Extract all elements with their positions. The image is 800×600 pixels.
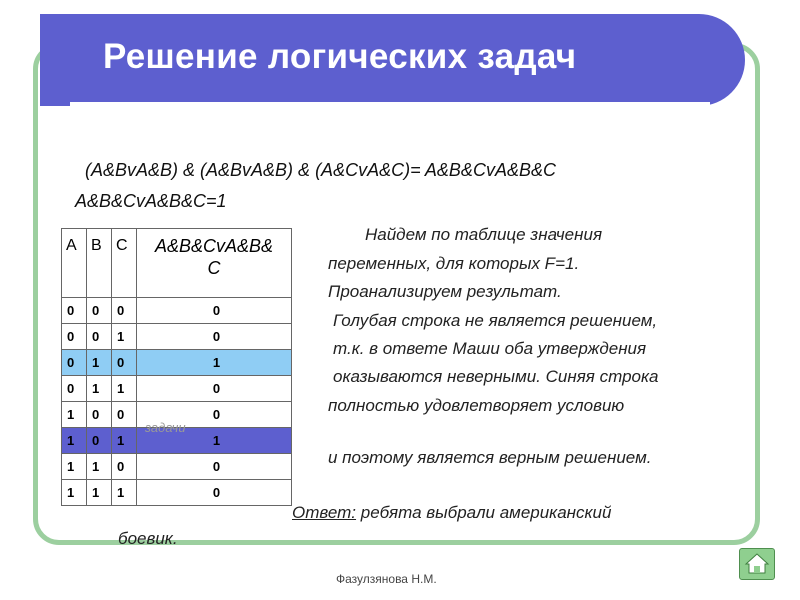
- answer-line: [292, 503, 611, 523]
- cell-c: 1: [112, 428, 137, 454]
- cell-c: 0: [112, 454, 137, 480]
- cell-c: 1: [112, 376, 137, 402]
- formula-line-1: (A&BvA&B) & (A&BvA&B) & (A&CvA&C)= A&B&CvA&B&C: [85, 160, 556, 180]
- table-header-a: A: [62, 229, 87, 298]
- paragraph-line-6: оказываются неверными. Синяя строка: [333, 367, 659, 386]
- slide-title: Решение логических задач: [103, 37, 577, 76]
- table-header-f: [137, 229, 292, 298]
- table-header-f-line2: C: [207, 258, 221, 278]
- paragraph-line-7: полностью удовлетворяет условию: [328, 396, 625, 415]
- title-underline: [70, 102, 710, 106]
- table-row-light-blue: [62, 350, 292, 376]
- table-row: [62, 324, 292, 350]
- answer-label: Ответ:: [292, 503, 357, 522]
- cell-a: 0: [62, 324, 87, 350]
- paragraph-line-3: Проанализируем результат.: [328, 282, 562, 301]
- cell-b: 1: [87, 454, 112, 480]
- table-header-f-line1: A&B&CvA&B&: [154, 236, 274, 256]
- cell-f: 0: [137, 298, 292, 324]
- table-row: [62, 480, 292, 506]
- cell-f: 1: [137, 350, 292, 376]
- paragraph-line-8: и поэтому является верным решением.: [328, 448, 652, 467]
- cell-a: 1: [62, 428, 87, 454]
- cell-f: 0: [137, 402, 292, 428]
- cell-f: 1: [137, 428, 292, 454]
- footer-author: Фазулзянова Н.М.: [336, 572, 437, 586]
- ghost-text: задачи: [145, 420, 186, 435]
- cell-b: 0: [87, 428, 112, 454]
- table-row: [62, 454, 292, 480]
- cell-f: 0: [137, 324, 292, 350]
- cell-f: 0: [137, 480, 292, 506]
- cell-a: 0: [62, 298, 87, 324]
- cell-c: 1: [112, 480, 137, 506]
- cell-b: 1: [87, 376, 112, 402]
- paragraph-line-1: Найдем по таблице значения: [365, 225, 603, 244]
- table-row: [62, 298, 292, 324]
- cell-c: 0: [112, 298, 137, 324]
- cell-f: 0: [137, 376, 292, 402]
- answer-text: ребята выбрали американский: [356, 503, 612, 522]
- table-header-c: C: [112, 229, 137, 298]
- answer-line-2: боевик.: [118, 529, 178, 548]
- cell-a: 0: [62, 376, 87, 402]
- cell-a: 1: [62, 454, 87, 480]
- cell-b: 1: [87, 350, 112, 376]
- cell-c: 0: [112, 402, 137, 428]
- paragraph-line-4: Голубая строка не является решением,: [333, 311, 658, 330]
- cell-c: 0: [112, 350, 137, 376]
- cell-b: 0: [87, 402, 112, 428]
- cell-b: 0: [87, 298, 112, 324]
- formula-line-2: A&B&CvA&B&C=1: [75, 191, 227, 211]
- cell-a: 1: [62, 480, 87, 506]
- cell-a: 1: [62, 402, 87, 428]
- cell-b: 0: [87, 324, 112, 350]
- table-header-b: B: [87, 229, 112, 298]
- cell-c: 1: [112, 324, 137, 350]
- home-icon[interactable]: [739, 548, 775, 580]
- truth-table: [61, 228, 292, 506]
- table-row: [62, 376, 292, 402]
- cell-f: 0: [137, 454, 292, 480]
- cell-a: 0: [62, 350, 87, 376]
- paragraph-line-2: переменных, для которых F=1.: [328, 254, 580, 273]
- cell-b: 1: [87, 480, 112, 506]
- paragraph-line-5: т.к. в ответе Маши оба утверждения: [333, 339, 647, 358]
